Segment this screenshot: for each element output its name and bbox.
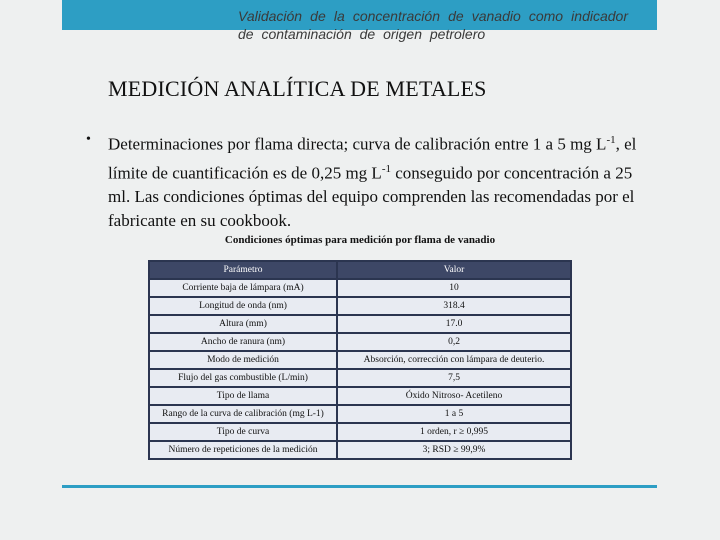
table-row [150, 316, 570, 332]
parameter-cell: Altura (mm) [150, 316, 336, 332]
table-row [150, 442, 570, 458]
unit-superscript: -1 [381, 162, 391, 175]
bullet-text-part2: , el límite de cuantificación es de 0,25 mg L [108, 134, 637, 183]
parameter-cell: Modo de medición [150, 352, 336, 368]
table-row [150, 352, 570, 368]
parameter-cell: Ancho de ranura (nm) [150, 334, 336, 350]
presentation-subtitle: Validación de la concentración de vanadio como indicador de contaminación de origen petrolero [238, 8, 628, 42]
slide-title: MEDICIÓN ANALÍTICA DE METALES [108, 76, 487, 101]
parameter-cell: Tipo de llama [150, 388, 336, 404]
conditions-table [148, 260, 572, 460]
table-row [150, 298, 570, 314]
value-cell: 1 orden, r ≥ 0,995 [338, 424, 570, 440]
value-cell: Óxido Nitroso- Acetileno [338, 388, 570, 404]
value-cell: 10 [338, 280, 570, 296]
value-cell: 3; RSD ≥ 99,9% [338, 442, 570, 458]
value-cell: 1 a 5 [338, 406, 570, 422]
bullet-text-part1: Determinaciones por flama directa; curva de calibración entre 1 a 5 mg L [108, 134, 607, 154]
table-row [150, 406, 570, 422]
bullet-text [108, 128, 646, 233]
bullet-dot-icon: • [86, 132, 91, 147]
parameter-cell: Tipo de curva [150, 424, 336, 440]
value-cell: 0,2 [338, 334, 570, 350]
table-row [150, 388, 570, 404]
value-cell: 7,5 [338, 370, 570, 386]
parameter-cell: Longitud de onda (nm) [150, 298, 336, 314]
table-row [150, 370, 570, 386]
parameter-cell: Flujo del gas combustible (L/min) [150, 370, 336, 386]
table-row [150, 424, 570, 440]
column-header-parameter: Parámetro [150, 262, 336, 278]
table-row [150, 334, 570, 350]
table-header-row [150, 262, 570, 278]
bullet-item [86, 128, 646, 233]
bullet-text-part3: conseguido por concentración a 25 ml. Las condiciones óptimas del equipo comprenden las recomendadas por el fabricante en su cookbook. [108, 163, 635, 231]
value-cell: 17.0 [338, 316, 570, 332]
parameter-cell: Corriente baja de lámpara (mA) [150, 280, 336, 296]
parameter-cell: Rango de la curva de calibración (mg L-1) [150, 406, 336, 422]
column-header-value: Valor [338, 262, 570, 278]
value-cell: Absorción, corrección con lámpara de deuterio. [338, 352, 570, 368]
value-cell: 318.4 [338, 298, 570, 314]
table-caption: Condiciones óptimas para medición por flama de vanadio [224, 234, 496, 246]
footer-accent-rule [62, 485, 657, 488]
table-row [150, 280, 570, 296]
parameter-cell: Número de repeticiones de la medición [150, 442, 336, 458]
unit-superscript: -1 [606, 134, 616, 146]
